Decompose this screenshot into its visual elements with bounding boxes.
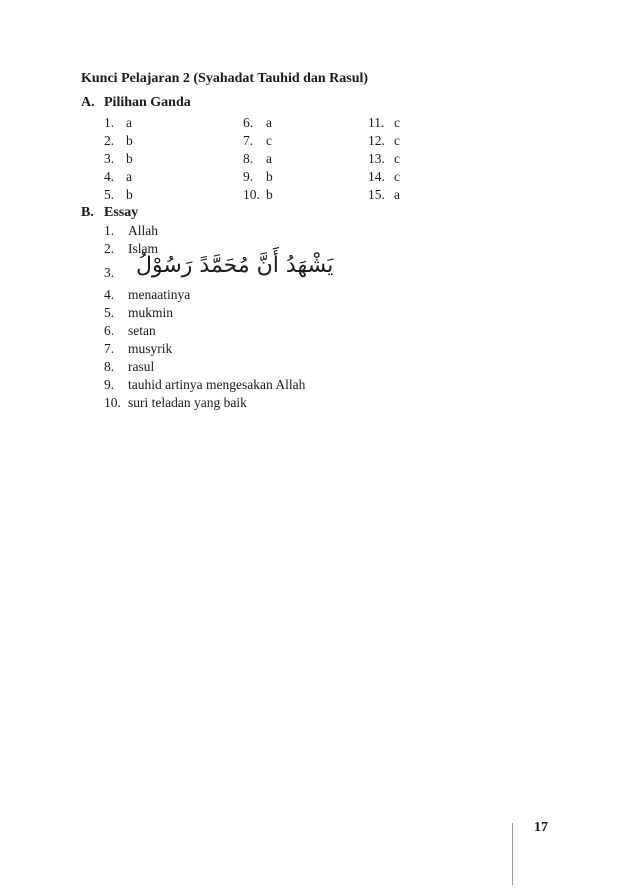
mc-answer-letter: a — [266, 151, 272, 166]
section-a-letter: A. — [81, 95, 95, 110]
essay-question-number: 1. — [104, 223, 115, 238]
section-b-name: Essay — [104, 205, 139, 220]
mc-answer-letter: b — [266, 169, 273, 184]
mc-question-number: 10. — [243, 187, 260, 202]
mc-question-number: 1. — [104, 115, 115, 130]
essay-question-number: 8. — [104, 359, 115, 374]
essay-question-number: 3. — [104, 265, 115, 280]
mc-answer-letter: c — [394, 151, 400, 166]
mc-answer-letter: a — [266, 115, 272, 130]
essay-question-number: 2. — [104, 241, 115, 256]
mc-question-number: 14. — [368, 169, 385, 184]
essay-question-number: 9. — [104, 377, 115, 392]
mc-answer-letter: c — [394, 115, 400, 130]
mc-answer-letter: b — [126, 187, 133, 202]
mc-answer-letter: c — [394, 133, 400, 148]
essay-answer-text: suri teladan yang baik — [128, 395, 247, 410]
essay-question-number: 5. — [104, 305, 115, 320]
mc-answer-letter: a — [126, 115, 132, 130]
mc-question-number: 8. — [243, 151, 254, 166]
essay-question-number: 4. — [104, 287, 115, 302]
margin-rule — [512, 823, 513, 885]
mc-answer-letter: a — [394, 187, 400, 202]
mc-question-number: 13. — [368, 151, 385, 166]
mc-question-number: 4. — [104, 169, 115, 184]
mc-question-number: 5. — [104, 187, 115, 202]
mc-question-number: 2. — [104, 133, 115, 148]
page-number: 17 — [534, 820, 548, 835]
essay-answer-text: tauhid artinya mengesakan Allah — [128, 377, 306, 392]
mc-question-number: 9. — [243, 169, 254, 184]
essay-arabic-answer: يَشْهَدُ أَنَّ مُحَمَّدً رَسُوْلُ — [136, 253, 334, 278]
page-title: Kunci Pelajaran 2 (Syahadat Tauhid dan Rasul) — [81, 71, 369, 86]
essay-answer-text: musyrik — [128, 341, 173, 356]
mc-question-number: 7. — [243, 133, 254, 148]
essay-answer-text: rasul — [128, 359, 155, 374]
essay-answer-text: Allah — [128, 223, 158, 238]
essay-question-number: 6. — [104, 323, 115, 338]
mc-answer-letter: c — [394, 169, 400, 184]
mc-question-number: 3. — [104, 151, 115, 166]
mc-question-number: 11. — [368, 115, 385, 130]
section-a-name: Pilihan Ganda — [104, 95, 191, 110]
essay-question-number: 7. — [104, 341, 115, 356]
essay-question-number: 10. — [104, 395, 121, 410]
mc-question-number: 15. — [368, 187, 385, 202]
mc-question-number: 12. — [368, 133, 385, 148]
essay-answer-text: Islam — [128, 241, 158, 256]
mc-question-number: 6. — [243, 115, 254, 130]
essay-answer-text: mukmin — [128, 305, 174, 320]
mc-answer-letter: c — [266, 133, 272, 148]
mc-answer-letter: b — [126, 151, 133, 166]
section-b-letter: B. — [81, 205, 94, 220]
mc-answer-letter: b — [266, 187, 273, 202]
essay-answer-text: menaatinya — [128, 287, 191, 302]
mc-answer-letter: a — [126, 169, 132, 184]
mc-answer-letter: b — [126, 133, 133, 148]
essay-answer-text: setan — [128, 323, 156, 338]
